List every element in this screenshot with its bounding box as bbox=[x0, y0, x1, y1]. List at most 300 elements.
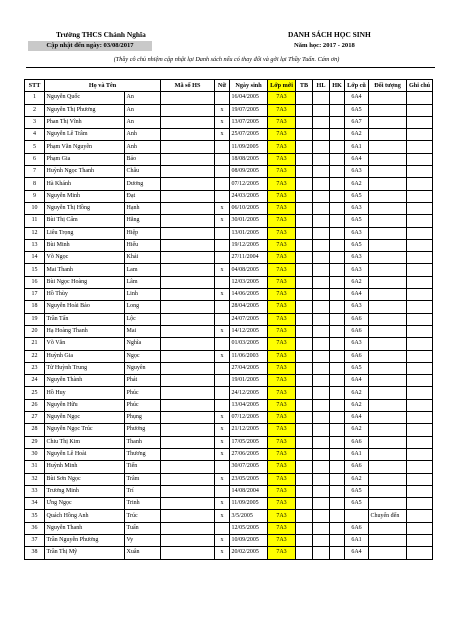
cell-student-id bbox=[161, 215, 215, 227]
cell-category bbox=[369, 116, 407, 128]
cell-student-id bbox=[161, 178, 215, 190]
cell-female: x bbox=[215, 289, 230, 301]
cell-hl bbox=[313, 178, 330, 190]
cell-given-name: Bảo bbox=[125, 153, 161, 165]
table-row bbox=[25, 424, 433, 436]
cell-new-class: 7A3 bbox=[268, 129, 296, 141]
cell-old-class: 6A4 bbox=[345, 289, 369, 301]
cell-birth-date: 16/04/2005 bbox=[230, 92, 268, 104]
cell-new-class: 7A3 bbox=[268, 276, 296, 288]
cell-birth-date: 06/10/2005 bbox=[230, 202, 268, 214]
cell-female bbox=[215, 178, 230, 190]
cell-notes bbox=[407, 338, 433, 350]
cell-student-id bbox=[161, 375, 215, 387]
cell-hk bbox=[330, 190, 345, 202]
cell-category bbox=[369, 473, 407, 485]
cell-tb bbox=[296, 436, 313, 448]
cell-notes bbox=[407, 412, 433, 424]
cell-old-class: 6A5 bbox=[345, 239, 369, 251]
cell-tb bbox=[296, 116, 313, 128]
cell-category bbox=[369, 399, 407, 411]
cell-given-name: An bbox=[125, 92, 161, 104]
table-body bbox=[25, 92, 433, 559]
cell-birth-date: 30/07/2005 bbox=[230, 461, 268, 473]
cell-student-id bbox=[161, 301, 215, 313]
cell-birth-date: 13/04/2005 bbox=[230, 399, 268, 411]
cell-given-name: Phúc bbox=[125, 399, 161, 411]
cell-hl bbox=[313, 387, 330, 399]
cell-student-id bbox=[161, 227, 215, 239]
cell-notes bbox=[407, 129, 433, 141]
cell-old-class: 6A2 bbox=[345, 399, 369, 411]
cell-given-name: Trí bbox=[125, 485, 161, 497]
table-row bbox=[25, 473, 433, 485]
cell-hk bbox=[330, 252, 345, 264]
cell-hk bbox=[330, 227, 345, 239]
cell-given-name: An bbox=[125, 116, 161, 128]
cell-female bbox=[215, 141, 230, 153]
cell-surname: Huỳnh Minh bbox=[45, 461, 125, 473]
cell-stt: 32 bbox=[25, 473, 45, 485]
cell-notes bbox=[407, 461, 433, 473]
cell-hl bbox=[313, 129, 330, 141]
cell-birth-date: 21/12/2005 bbox=[230, 424, 268, 436]
cell-female: x bbox=[215, 498, 230, 510]
cell-category bbox=[369, 104, 407, 116]
cell-notes bbox=[407, 239, 433, 251]
cell-given-name: Xuân bbox=[125, 547, 161, 559]
cell-given-name: Châu bbox=[125, 166, 161, 178]
cell-surname: Huỳnh Ngọc Thanh bbox=[45, 166, 125, 178]
cell-student-id bbox=[161, 313, 215, 325]
cell-female bbox=[215, 276, 230, 288]
cell-surname: Hạ Hoàng Thanh bbox=[45, 325, 125, 337]
cell-given-name: Ngọc bbox=[125, 350, 161, 362]
cell-notes bbox=[407, 264, 433, 276]
cell-hk bbox=[330, 399, 345, 411]
cell-given-name: Tiến bbox=[125, 461, 161, 473]
cell-category: Chuyển đến bbox=[369, 510, 407, 522]
cell-female: x bbox=[215, 264, 230, 276]
cell-stt: 9 bbox=[25, 190, 45, 202]
cell-tb bbox=[296, 190, 313, 202]
cell-student-id bbox=[161, 104, 215, 116]
table-row bbox=[25, 289, 433, 301]
cell-category bbox=[369, 289, 407, 301]
cell-new-class: 7A3 bbox=[268, 289, 296, 301]
cell-female: x bbox=[215, 510, 230, 522]
cell-old-class: 6A6 bbox=[345, 436, 369, 448]
cell-stt: 18 bbox=[25, 301, 45, 313]
cell-old-class: 6A4 bbox=[345, 547, 369, 559]
table-row bbox=[25, 129, 433, 141]
cell-new-class: 7A3 bbox=[268, 375, 296, 387]
cell-tb bbox=[296, 301, 313, 313]
cell-tb bbox=[296, 202, 313, 214]
table-row bbox=[25, 375, 433, 387]
cell-hk bbox=[330, 338, 345, 350]
cell-hl bbox=[313, 399, 330, 411]
cell-student-id bbox=[161, 338, 215, 350]
cell-notes bbox=[407, 141, 433, 153]
cell-old-class: 6A2 bbox=[345, 387, 369, 399]
cell-category bbox=[369, 362, 407, 374]
cell-given-name: Hiếu bbox=[125, 239, 161, 251]
cell-new-class: 7A3 bbox=[268, 325, 296, 337]
table-row bbox=[25, 547, 433, 559]
cell-student-id bbox=[161, 461, 215, 473]
cell-stt: 4 bbox=[25, 129, 45, 141]
cell-category bbox=[369, 178, 407, 190]
cell-new-class: 7A3 bbox=[268, 436, 296, 448]
cell-tb bbox=[296, 239, 313, 251]
cell-old-class: 6A3 bbox=[345, 301, 369, 313]
cell-surname: Phạm Gia bbox=[45, 153, 125, 165]
cell-birth-date: 19/01/2005 bbox=[230, 375, 268, 387]
cell-given-name: Anh bbox=[125, 129, 161, 141]
cell-female bbox=[215, 387, 230, 399]
cell-given-name: Phúc bbox=[125, 387, 161, 399]
cell-birth-date: 08/09/2005 bbox=[230, 166, 268, 178]
cell-hk bbox=[330, 436, 345, 448]
cell-category bbox=[369, 485, 407, 497]
cell-student-id bbox=[161, 399, 215, 411]
table-row bbox=[25, 153, 433, 165]
cell-new-class: 7A3 bbox=[268, 202, 296, 214]
cell-new-class: 7A3 bbox=[268, 166, 296, 178]
cell-given-name: Lộc bbox=[125, 313, 161, 325]
cell-hk bbox=[330, 116, 345, 128]
cell-stt: 22 bbox=[25, 350, 45, 362]
school-name: Trường THCS Chánh Nghĩa bbox=[56, 30, 146, 39]
cell-new-class: 7A3 bbox=[268, 547, 296, 559]
cell-stt: 27 bbox=[25, 412, 45, 424]
cell-female bbox=[215, 399, 230, 411]
table-row bbox=[25, 522, 433, 534]
header-tb: TB bbox=[296, 80, 313, 92]
table-row bbox=[25, 252, 433, 264]
table-row bbox=[25, 534, 433, 546]
cell-category bbox=[369, 202, 407, 214]
cell-stt: 12 bbox=[25, 227, 45, 239]
cell-hk bbox=[330, 92, 345, 104]
cell-surname: Nguyễn Lê Trâm bbox=[45, 129, 125, 141]
cell-hk bbox=[330, 448, 345, 460]
cell-student-id bbox=[161, 190, 215, 202]
cell-hk bbox=[330, 510, 345, 522]
table-header-row bbox=[25, 80, 433, 92]
cell-new-class: 7A3 bbox=[268, 510, 296, 522]
cell-notes bbox=[407, 473, 433, 485]
cell-tb bbox=[296, 424, 313, 436]
cell-new-class: 7A3 bbox=[268, 522, 296, 534]
cell-notes bbox=[407, 313, 433, 325]
cell-female bbox=[215, 227, 230, 239]
cell-tb bbox=[296, 498, 313, 510]
cell-old-class: 6A4 bbox=[345, 375, 369, 387]
table-row bbox=[25, 387, 433, 399]
cell-birth-date: 11/09/2005 bbox=[230, 498, 268, 510]
table-row bbox=[25, 215, 433, 227]
cell-hk bbox=[330, 215, 345, 227]
cell-given-name: Thanh bbox=[125, 436, 161, 448]
cell-surname: Trần Thị Mỹ bbox=[45, 547, 125, 559]
table-row bbox=[25, 436, 433, 448]
cell-old-class: 6A4 bbox=[345, 412, 369, 424]
cell-hl bbox=[313, 534, 330, 546]
cell-notes bbox=[407, 534, 433, 546]
cell-birth-date: 13/07/2005 bbox=[230, 116, 268, 128]
cell-category bbox=[369, 424, 407, 436]
cell-old-class: 6A3 bbox=[345, 252, 369, 264]
cell-given-name: Trúc bbox=[125, 510, 161, 522]
table-row bbox=[25, 301, 433, 313]
cell-tb bbox=[296, 141, 313, 153]
cell-old-class: 6A2 bbox=[345, 424, 369, 436]
cell-new-class: 7A3 bbox=[268, 301, 296, 313]
cell-category bbox=[369, 190, 407, 202]
cell-student-id bbox=[161, 436, 215, 448]
cell-given-name: Phương bbox=[125, 424, 161, 436]
cell-stt: 13 bbox=[25, 239, 45, 251]
cell-birth-date: 14/08/2004 bbox=[230, 485, 268, 497]
cell-tb bbox=[296, 375, 313, 387]
cell-female: x bbox=[215, 202, 230, 214]
cell-category bbox=[369, 387, 407, 399]
cell-category bbox=[369, 92, 407, 104]
cell-hl bbox=[313, 141, 330, 153]
cell-female bbox=[215, 362, 230, 374]
header-old-class: Lớp cũ bbox=[345, 80, 369, 92]
cell-given-name: Hạnh bbox=[125, 202, 161, 214]
cell-surname: Trần Nguyễn Phương bbox=[45, 534, 125, 546]
cell-hk bbox=[330, 301, 345, 313]
cell-stt: 31 bbox=[25, 461, 45, 473]
cell-new-class: 7A3 bbox=[268, 264, 296, 276]
cell-female bbox=[215, 485, 230, 497]
cell-tb bbox=[296, 227, 313, 239]
cell-hl bbox=[313, 153, 330, 165]
cell-new-class: 7A3 bbox=[268, 215, 296, 227]
cell-old-class: 6A5 bbox=[345, 215, 369, 227]
table-row bbox=[25, 448, 433, 460]
cell-female: x bbox=[215, 547, 230, 559]
cell-notes bbox=[407, 301, 433, 313]
cell-hk bbox=[330, 325, 345, 337]
cell-tb bbox=[296, 510, 313, 522]
header-birth-date: Ngày sinh bbox=[230, 80, 268, 92]
cell-female bbox=[215, 301, 230, 313]
cell-given-name: Dương bbox=[125, 178, 161, 190]
cell-hl bbox=[313, 92, 330, 104]
cell-tb bbox=[296, 92, 313, 104]
cell-hk bbox=[330, 239, 345, 251]
cell-notes bbox=[407, 436, 433, 448]
cell-hl bbox=[313, 424, 330, 436]
cell-hl bbox=[313, 485, 330, 497]
cell-hk bbox=[330, 313, 345, 325]
header-divider bbox=[26, 67, 435, 68]
cell-birth-date: 25/07/2005 bbox=[230, 129, 268, 141]
cell-new-class: 7A3 bbox=[268, 104, 296, 116]
cell-category bbox=[369, 153, 407, 165]
cell-hk bbox=[330, 276, 345, 288]
cell-surname: Liêu Trọng bbox=[45, 227, 125, 239]
table-row bbox=[25, 325, 433, 337]
cell-given-name: Vy bbox=[125, 534, 161, 546]
cell-notes bbox=[407, 362, 433, 374]
table-row bbox=[25, 485, 433, 497]
cell-new-class: 7A3 bbox=[268, 485, 296, 497]
cell-hk bbox=[330, 178, 345, 190]
cell-stt: 21 bbox=[25, 338, 45, 350]
cell-new-class: 7A3 bbox=[268, 412, 296, 424]
cell-hl bbox=[313, 239, 330, 251]
cell-student-id bbox=[161, 289, 215, 301]
cell-stt: 20 bbox=[25, 325, 45, 337]
cell-hl bbox=[313, 252, 330, 264]
cell-new-class: 7A3 bbox=[268, 350, 296, 362]
cell-given-name: Anh bbox=[125, 141, 161, 153]
cell-tb bbox=[296, 338, 313, 350]
cell-hl bbox=[313, 436, 330, 448]
cell-category bbox=[369, 522, 407, 534]
cell-hl bbox=[313, 276, 330, 288]
cell-birth-date: 12/03/2005 bbox=[230, 276, 268, 288]
cell-hk bbox=[330, 534, 345, 546]
cell-student-id bbox=[161, 534, 215, 546]
table-row bbox=[25, 190, 433, 202]
cell-female: x bbox=[215, 448, 230, 460]
cell-student-id bbox=[161, 412, 215, 424]
cell-surname: Nguyễn Hữu bbox=[45, 399, 125, 411]
cell-surname: Huỳnh Gia bbox=[45, 350, 125, 362]
cell-tb bbox=[296, 325, 313, 337]
cell-category bbox=[369, 239, 407, 251]
table-row bbox=[25, 412, 433, 424]
table-row bbox=[25, 116, 433, 128]
cell-tb bbox=[296, 448, 313, 460]
cell-category bbox=[369, 350, 407, 362]
cell-hl bbox=[313, 325, 330, 337]
cell-surname: Hồ Huy bbox=[45, 387, 125, 399]
cell-surname: Nguyễn Hoài Bảo bbox=[45, 301, 125, 313]
cell-student-id bbox=[161, 116, 215, 128]
cell-old-class: 6A2 bbox=[345, 178, 369, 190]
cell-tb bbox=[296, 387, 313, 399]
cell-new-class: 7A3 bbox=[268, 178, 296, 190]
table-row bbox=[25, 264, 433, 276]
cell-category bbox=[369, 461, 407, 473]
cell-student-id bbox=[161, 510, 215, 522]
cell-female bbox=[215, 92, 230, 104]
cell-student-id bbox=[161, 424, 215, 436]
cell-given-name: Long bbox=[125, 301, 161, 313]
cell-notes bbox=[407, 387, 433, 399]
cell-surname: Từ Huỳnh Trung bbox=[45, 362, 125, 374]
cell-given-name: Mai bbox=[125, 325, 161, 337]
cell-hl bbox=[313, 202, 330, 214]
cell-tb bbox=[296, 276, 313, 288]
cell-new-class: 7A3 bbox=[268, 461, 296, 473]
cell-female: x bbox=[215, 215, 230, 227]
cell-female bbox=[215, 522, 230, 534]
cell-given-name: Tuấn bbox=[125, 522, 161, 534]
cell-hl bbox=[313, 227, 330, 239]
cell-new-class: 7A3 bbox=[268, 424, 296, 436]
cell-notes bbox=[407, 178, 433, 190]
cell-student-id bbox=[161, 387, 215, 399]
cell-birth-date: 19/12/2005 bbox=[230, 239, 268, 251]
table-row bbox=[25, 104, 433, 116]
cell-student-id bbox=[161, 252, 215, 264]
cell-surname: Chiu Thị Kim bbox=[45, 436, 125, 448]
cell-tb bbox=[296, 522, 313, 534]
cell-hl bbox=[313, 166, 330, 178]
cell-tb bbox=[296, 252, 313, 264]
cell-hk bbox=[330, 141, 345, 153]
cell-notes bbox=[407, 424, 433, 436]
cell-old-class: 6A5 bbox=[345, 362, 369, 374]
cell-category bbox=[369, 498, 407, 510]
cell-birth-date: 13/01/2005 bbox=[230, 227, 268, 239]
cell-stt: 5 bbox=[25, 141, 45, 153]
cell-stt: 26 bbox=[25, 399, 45, 411]
table-row bbox=[25, 461, 433, 473]
cell-tb bbox=[296, 215, 313, 227]
table-row bbox=[25, 338, 433, 350]
cell-surname: Nguyễn Minh bbox=[45, 190, 125, 202]
cell-hl bbox=[313, 510, 330, 522]
cell-old-class: 6A6 bbox=[345, 461, 369, 473]
cell-hk bbox=[330, 412, 345, 424]
cell-stt: 1 bbox=[25, 92, 45, 104]
cell-new-class: 7A3 bbox=[268, 239, 296, 251]
cell-birth-date: 07/12/2005 bbox=[230, 178, 268, 190]
cell-hk bbox=[330, 264, 345, 276]
cell-new-class: 7A3 bbox=[268, 473, 296, 485]
cell-student-id bbox=[161, 153, 215, 165]
cell-given-name: Khải bbox=[125, 252, 161, 264]
cell-old-class: 6A7 bbox=[345, 116, 369, 128]
cell-stt: 23 bbox=[25, 362, 45, 374]
cell-student-id bbox=[161, 92, 215, 104]
cell-birth-date: 27/06/2005 bbox=[230, 448, 268, 460]
cell-birth-date: 07/12/2005 bbox=[230, 412, 268, 424]
cell-student-id bbox=[161, 522, 215, 534]
table-row bbox=[25, 166, 433, 178]
cell-stt: 36 bbox=[25, 522, 45, 534]
cell-surname: Bùi Thị Cẩm bbox=[45, 215, 125, 227]
cell-student-id bbox=[161, 129, 215, 141]
cell-female: x bbox=[215, 350, 230, 362]
cell-birth-date: 20/02/2005 bbox=[230, 547, 268, 559]
cell-tb bbox=[296, 485, 313, 497]
cell-surname: Nguyễn Thị Hồng bbox=[45, 202, 125, 214]
cell-given-name: Hiệp bbox=[125, 227, 161, 239]
cell-category bbox=[369, 276, 407, 288]
student-roster-table bbox=[24, 79, 433, 560]
cell-surname: Bùi Sơn Ngọc bbox=[45, 473, 125, 485]
cell-birth-date: 27/11/2004 bbox=[230, 252, 268, 264]
cell-birth-date: 23/05/2005 bbox=[230, 473, 268, 485]
cell-notes bbox=[407, 252, 433, 264]
cell-female: x bbox=[215, 129, 230, 141]
update-date-label: Cập nhật đến ngày: 03/08/2017 bbox=[28, 41, 152, 51]
cell-old-class: 6A2 bbox=[345, 473, 369, 485]
cell-stt: 28 bbox=[25, 424, 45, 436]
cell-category bbox=[369, 301, 407, 313]
